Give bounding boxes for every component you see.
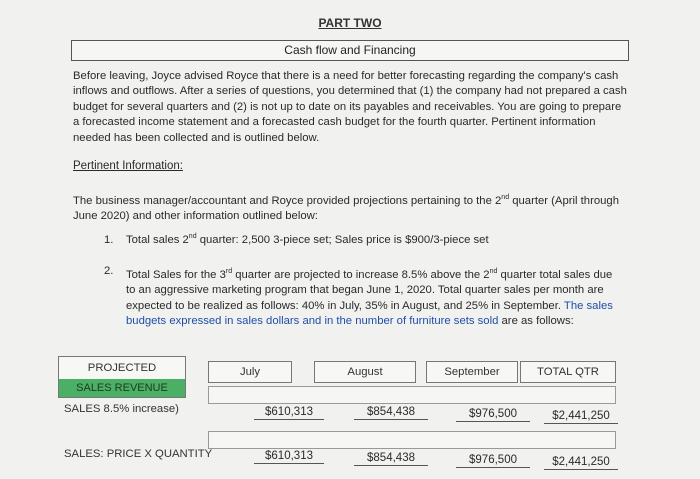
cell-total-row1: $2,441,250: [544, 410, 618, 424]
cell-august-row1: $854,438: [354, 406, 428, 420]
section-title-box: Cash flow and Financing: [71, 40, 629, 61]
item1-sup: nd: [188, 233, 197, 240]
item1-text-a: Total sales 2: [126, 233, 189, 246]
intro-text-a: The business manager/accountant and Royce provided projections pertaining to the 2: [73, 194, 502, 207]
sales-table: [58, 356, 618, 476]
cell-september-row2: $976,500: [456, 454, 530, 468]
list-item-2: [104, 264, 624, 329]
list-number-2: 2.: [104, 265, 114, 277]
intro-paragraph: Before leaving, Joyce advised Royce that there is a need for better forecasting regarding the company's cash inflows and outflows. After a series of questions, you determined that (1) the company had not prepared a cash budget for several quarters and (2) is not up to date on its payables and receivables. You are going to prepare a forecasted income statement and a forecasted cash budget for the fourth quarter. Pertinent information needed has been collected and is outlined below.: [73, 70, 627, 144]
projected-header-cell: [58, 356, 186, 398]
cell-september-row1: $976,500: [456, 408, 530, 422]
part-title: PART TWO: [318, 16, 382, 30]
projected-label: PROJECTED: [87, 362, 157, 374]
sales-revenue-label: SALES REVENUE: [59, 379, 185, 397]
item2-highlight: The sales budgets expressed in sales dollars and in the number of furniture sets sold: [126, 299, 613, 327]
list-item-1: [104, 233, 489, 246]
intro-sup: nd: [501, 194, 510, 201]
header-total-qtr: TOTAL QTR: [520, 361, 616, 383]
pertinent-heading: Pertinent Information:: [73, 160, 183, 172]
header-september: September: [426, 361, 518, 383]
row-label-sales-increase: SALES 8.5% increase): [64, 403, 179, 415]
cell-july-row2: $610,313: [254, 450, 324, 464]
cell-july-row1: $610,313: [254, 406, 324, 420]
input-bar-row2: [208, 431, 616, 449]
cell-total-row2: $2,441,250: [544, 456, 618, 470]
item2-text-c: quarter total sales due to an aggressive marketing program that began June 1, 2020. Total quarter sales per month are expected to be realized as follows: 40% in July, 35% in August, and 25% in September.: [126, 268, 613, 312]
projection-intro: [73, 190, 633, 225]
item2-text-b: quarter are projected to increase 8.5% above the 2: [232, 268, 490, 281]
item2-text-d: are as follows:: [498, 314, 574, 327]
header-july: July: [208, 361, 292, 383]
list-number-1: 1.: [104, 233, 114, 246]
item2-sup-b: nd: [489, 268, 498, 275]
cell-august-row2: $854,438: [354, 452, 428, 466]
input-bar-row1: [208, 386, 616, 404]
item2-text-a: Total Sales for the 3: [126, 268, 226, 281]
row-label-price-quantity: SALES: PRICE X QUANTITY: [64, 448, 213, 460]
intro-text-b: quarter (April through June 2020) and other information outlined below:: [73, 194, 619, 223]
item1-text-b: quarter: 2,500 3-piece set; Sales price is $900/3-piece set: [196, 233, 489, 246]
item2-sup-a: rd: [225, 268, 233, 275]
item2-body: [126, 264, 624, 329]
header-august: August: [314, 361, 416, 383]
